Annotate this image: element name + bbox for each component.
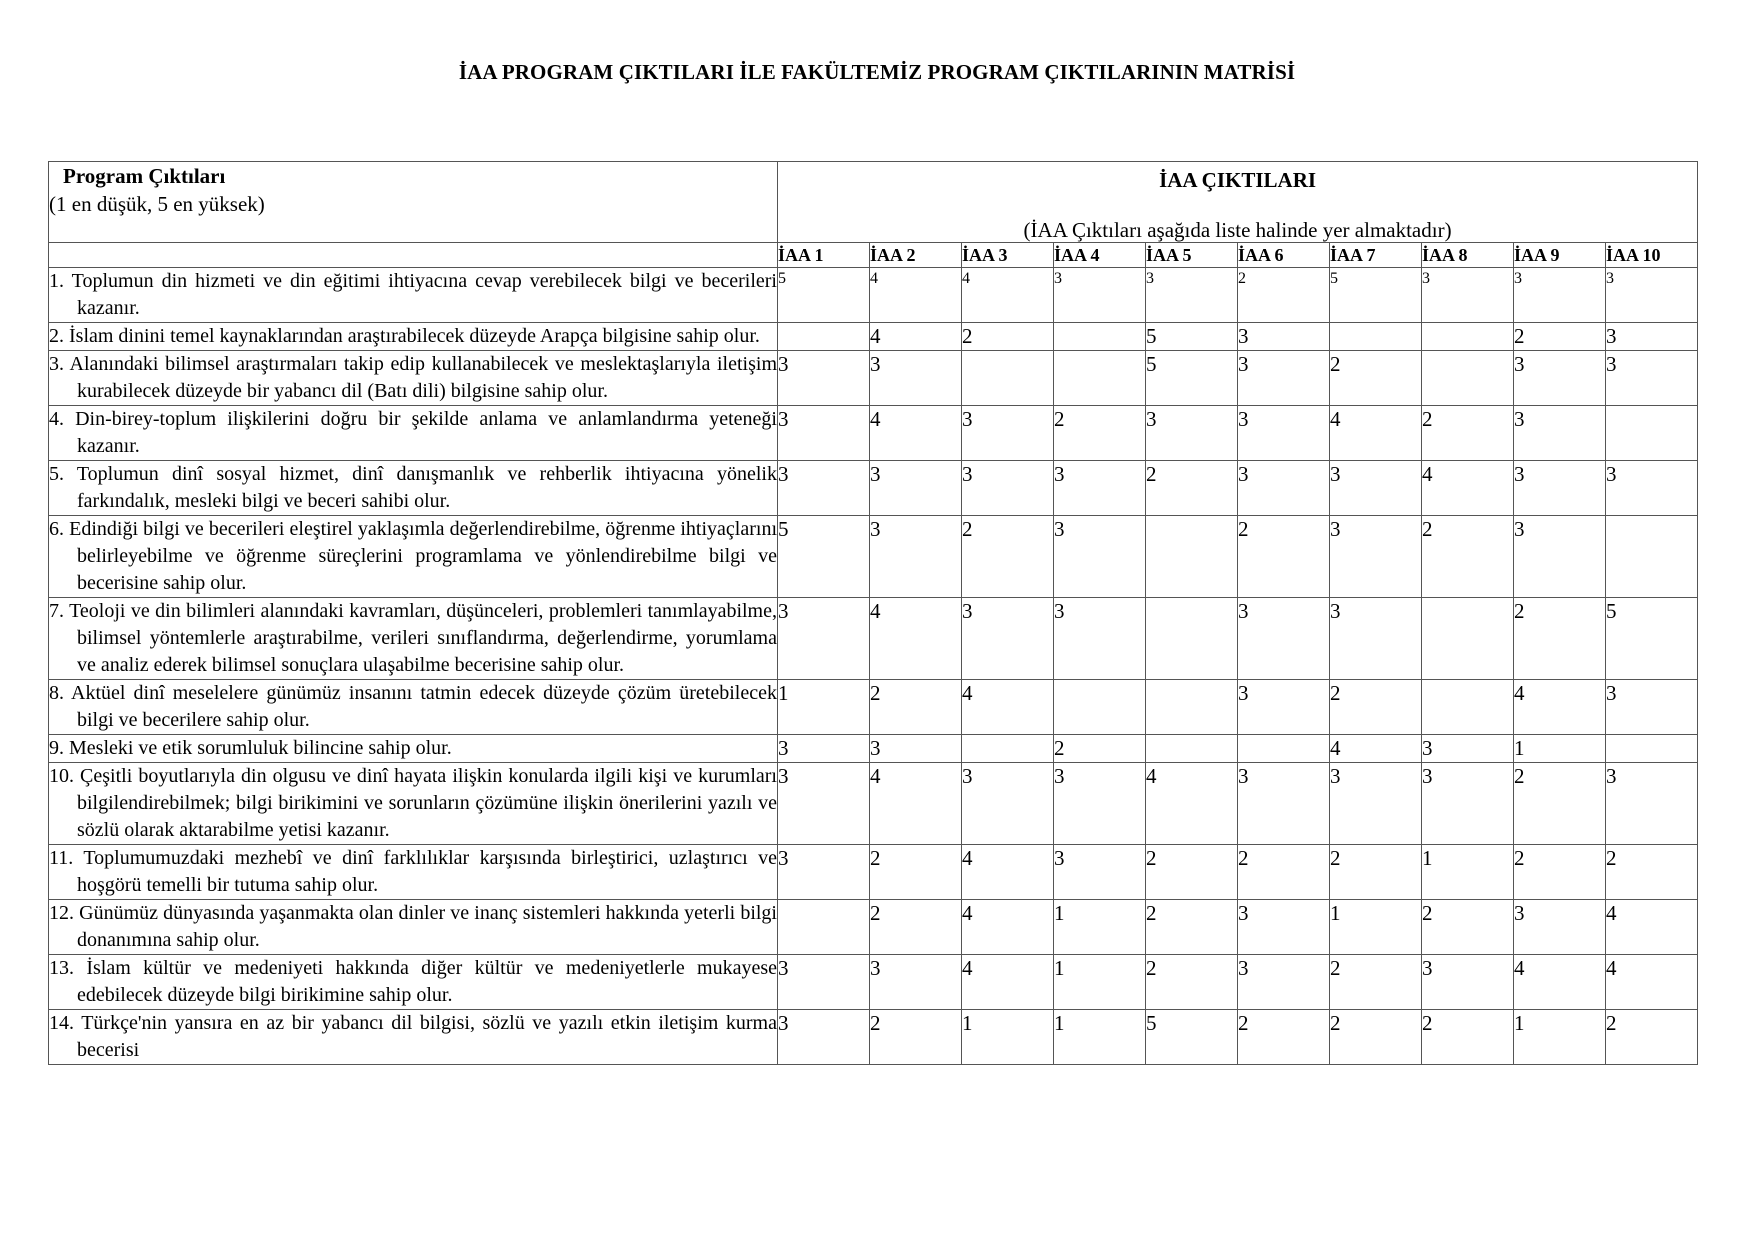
scale-note: (1 en düşük, 5 en yüksek) — [49, 192, 265, 216]
score-cell-iaa-4 — [1054, 680, 1146, 735]
program-outcome-text — [49, 1010, 778, 1065]
table-row — [49, 461, 1698, 516]
score-cell-iaa-9: 4 — [1514, 955, 1606, 1010]
outcome-label: 6. Edindiği bilgi ve becerileri eleştirel yaklaşımla değerlendirebilme, öğrenme ihtiyaçlarını belirleyebilme ve öğrenme süreçlerini programlama ve yönlendirebilme bilgi ve becerisine sahip olur. — [49, 518, 777, 594]
score-cell-iaa-8 — [1422, 351, 1514, 406]
score-cell-iaa-3: 4 — [962, 900, 1054, 955]
score-cell-iaa-7: 4 — [1330, 406, 1422, 461]
table-row — [49, 323, 1698, 351]
score-cell-iaa-5: 3 — [1146, 268, 1238, 323]
score-cell-iaa-8: 4 — [1422, 461, 1514, 516]
score-cell-iaa-7: 2 — [1330, 955, 1422, 1010]
score-cell-iaa-4: 1 — [1054, 900, 1146, 955]
score-cell-iaa-10: 3 — [1606, 680, 1698, 735]
score-cell-iaa-1: 5 — [778, 516, 870, 598]
score-cell-iaa-10: 3 — [1606, 323, 1698, 351]
score-cell-iaa-2: 3 — [870, 351, 962, 406]
score-cell-iaa-6: 2 — [1238, 268, 1330, 323]
score-cell-iaa-1: 3 — [778, 763, 870, 845]
score-cell-iaa-10: 3 — [1606, 268, 1698, 323]
score-cell-iaa-9: 1 — [1514, 735, 1606, 763]
program-outcomes-label: Program Çıktıları — [63, 164, 226, 188]
score-cell-iaa-4: 1 — [1054, 955, 1146, 1010]
score-cell-iaa-2: 4 — [870, 763, 962, 845]
score-cell-iaa-9: 3 — [1514, 268, 1606, 323]
score-cell-iaa-5: 2 — [1146, 461, 1238, 516]
score-cell-iaa-7: 2 — [1330, 680, 1422, 735]
program-outcomes-header — [49, 162, 778, 243]
score-cell-iaa-1: 3 — [778, 351, 870, 406]
score-cell-iaa-4: 1 — [1054, 1010, 1146, 1065]
score-cell-iaa-10 — [1606, 516, 1698, 598]
column-header-iaa-10: İAA 10 — [1606, 243, 1698, 268]
score-cell-iaa-6: 3 — [1238, 763, 1330, 845]
score-cell-iaa-7: 4 — [1330, 735, 1422, 763]
outcome-label: 8. Aktüel dinî meselelere günümüz insanını tatmin edecek düzeyde çözüm üretebilecek bilgi ve becerilere sahip olur. — [49, 682, 777, 731]
score-cell-iaa-1 — [778, 900, 870, 955]
score-cell-iaa-10: 5 — [1606, 598, 1698, 680]
score-cell-iaa-10: 3 — [1606, 763, 1698, 845]
score-cell-iaa-5: 5 — [1146, 1010, 1238, 1065]
score-cell-iaa-7: 2 — [1330, 845, 1422, 900]
score-cell-iaa-4: 3 — [1054, 461, 1146, 516]
column-header-iaa-7: İAA 7 — [1330, 243, 1422, 268]
score-cell-iaa-5 — [1146, 735, 1238, 763]
outcome-label: 14. Türkçe'nin yansıra en az bir yabancı dil bilgisi, sözlü ve yazılı etkin iletişim kurma becerisi — [49, 1012, 777, 1061]
score-cell-iaa-1: 3 — [778, 406, 870, 461]
score-cell-iaa-9: 2 — [1514, 598, 1606, 680]
score-cell-iaa-4: 3 — [1054, 763, 1146, 845]
score-cell-iaa-6: 3 — [1238, 351, 1330, 406]
score-cell-iaa-4 — [1054, 351, 1146, 406]
score-cell-iaa-9: 2 — [1514, 323, 1606, 351]
score-cell-iaa-4: 2 — [1054, 735, 1146, 763]
program-outcome-text — [49, 268, 778, 323]
program-outcome-text — [49, 735, 778, 763]
score-cell-iaa-6: 2 — [1238, 1010, 1330, 1065]
score-cell-iaa-3: 4 — [962, 845, 1054, 900]
column-header-iaa-2: İAA 2 — [870, 243, 962, 268]
score-cell-iaa-3: 2 — [962, 516, 1054, 598]
outcomes-matrix-table — [48, 161, 1698, 1065]
score-cell-iaa-3: 3 — [962, 598, 1054, 680]
program-outcome-text — [49, 323, 778, 351]
score-cell-iaa-3: 4 — [962, 680, 1054, 735]
table-row — [49, 735, 1698, 763]
score-cell-iaa-1: 3 — [778, 461, 870, 516]
score-cell-iaa-5: 4 — [1146, 763, 1238, 845]
score-cell-iaa-1 — [778, 323, 870, 351]
score-cell-iaa-6: 3 — [1238, 955, 1330, 1010]
table-row — [49, 268, 1698, 323]
score-cell-iaa-5 — [1146, 598, 1238, 680]
outcome-label: 3. Alanındaki bilimsel araştırmaları takip edip kullanabilecek ve meslektaşlarıyla iletişim kurabilecek düzeyde bir yabancı dil (Batı dili) bilgisine sahip olur. — [49, 353, 777, 402]
score-cell-iaa-1: 3 — [778, 598, 870, 680]
score-cell-iaa-2: 2 — [870, 900, 962, 955]
score-cell-iaa-3: 1 — [962, 1010, 1054, 1065]
outcome-label: 9. Mesleki ve etik sorumluluk bilincine sahip olur. — [49, 737, 452, 759]
score-cell-iaa-8: 3 — [1422, 735, 1514, 763]
score-cell-iaa-9: 3 — [1514, 900, 1606, 955]
score-cell-iaa-7: 5 — [1330, 268, 1422, 323]
score-cell-iaa-2: 3 — [870, 516, 962, 598]
iaa-outcomes-note: (İAA Çıktıları aşağıda liste halinde yer almaktadır) — [1023, 218, 1452, 242]
score-cell-iaa-3 — [962, 351, 1054, 406]
score-cell-iaa-2: 4 — [870, 268, 962, 323]
program-outcome-text — [49, 845, 778, 900]
program-outcome-text — [49, 516, 778, 598]
score-cell-iaa-2: 2 — [870, 1010, 962, 1065]
score-cell-iaa-7: 3 — [1330, 598, 1422, 680]
score-cell-iaa-10 — [1606, 406, 1698, 461]
score-cell-iaa-9: 1 — [1514, 1010, 1606, 1065]
outcome-label: 1. Toplumun din hizmeti ve din eğitimi ihtiyacına cevap verebilecek bilgi ve becerileri kazanır. — [49, 270, 777, 319]
score-cell-iaa-10: 4 — [1606, 900, 1698, 955]
program-outcome-text — [49, 598, 778, 680]
table-row — [49, 845, 1698, 900]
score-cell-iaa-8: 2 — [1422, 406, 1514, 461]
score-cell-iaa-5: 5 — [1146, 323, 1238, 351]
table-row — [49, 955, 1698, 1010]
score-cell-iaa-9: 3 — [1514, 516, 1606, 598]
score-cell-iaa-3: 4 — [962, 268, 1054, 323]
score-cell-iaa-4: 3 — [1054, 516, 1146, 598]
score-cell-iaa-3: 4 — [962, 955, 1054, 1010]
score-cell-iaa-6: 3 — [1238, 900, 1330, 955]
score-cell-iaa-5 — [1146, 680, 1238, 735]
score-cell-iaa-10: 4 — [1606, 955, 1698, 1010]
score-cell-iaa-9: 3 — [1514, 406, 1606, 461]
score-cell-iaa-5: 5 — [1146, 351, 1238, 406]
score-cell-iaa-5: 2 — [1146, 900, 1238, 955]
score-cell-iaa-5: 2 — [1146, 845, 1238, 900]
score-cell-iaa-10: 3 — [1606, 351, 1698, 406]
score-cell-iaa-5: 3 — [1146, 406, 1238, 461]
score-cell-iaa-8: 3 — [1422, 268, 1514, 323]
iaa-outcomes-label: İAA ÇIKTILARI — [1159, 168, 1317, 192]
score-cell-iaa-10: 2 — [1606, 1010, 1698, 1065]
table-row — [49, 351, 1698, 406]
column-header-iaa-1: İAA 1 — [778, 243, 870, 268]
outcome-label: 2. İslam dinini temel kaynaklarından araştırabilecek düzeyde Arapça bilgisine sahip olur. — [49, 325, 760, 347]
empty-header-cell — [49, 243, 778, 268]
score-cell-iaa-1: 1 — [778, 680, 870, 735]
score-cell-iaa-2: 4 — [870, 406, 962, 461]
score-cell-iaa-4: 3 — [1054, 845, 1146, 900]
score-cell-iaa-3 — [962, 735, 1054, 763]
outcome-label: 12. Günümüz dünyasında yaşanmakta olan dinler ve inanç sistemleri hakkında yeterli bilgi donanımına sahip olur. — [49, 902, 777, 951]
score-cell-iaa-4: 2 — [1054, 406, 1146, 461]
score-cell-iaa-7: 3 — [1330, 461, 1422, 516]
score-cell-iaa-1: 3 — [778, 955, 870, 1010]
score-cell-iaa-10: 2 — [1606, 845, 1698, 900]
outcome-label: 5. Toplumun dinî sosyal hizmet, dinî danışmanlık ve rehberlik ihtiyacına yönelik farkındalık, mesleki bilgi ve beceri sahibi olur. — [49, 463, 777, 512]
score-cell-iaa-3: 3 — [962, 406, 1054, 461]
program-outcome-text — [49, 406, 778, 461]
score-cell-iaa-3: 3 — [962, 461, 1054, 516]
score-cell-iaa-3: 3 — [962, 763, 1054, 845]
score-cell-iaa-2: 3 — [870, 735, 962, 763]
table-row — [49, 516, 1698, 598]
score-cell-iaa-8: 2 — [1422, 1010, 1514, 1065]
score-cell-iaa-2: 3 — [870, 461, 962, 516]
score-cell-iaa-6: 3 — [1238, 461, 1330, 516]
score-cell-iaa-8: 2 — [1422, 516, 1514, 598]
score-cell-iaa-5 — [1146, 516, 1238, 598]
program-outcome-text — [49, 955, 778, 1010]
score-cell-iaa-8: 3 — [1422, 955, 1514, 1010]
outcome-label: 10. Çeşitli boyutlarıyla din olgusu ve dinî hayata ilişkin konularda ilgili kişi ve kurumları bilgilendirebilmek; bilgi birikimini ve sorunların çözümüne ilişkin önerilerini yazılı ve sözlü olarak aktarabilme yetisi kazanır. — [49, 765, 777, 841]
program-outcome-text — [49, 680, 778, 735]
score-cell-iaa-6: 3 — [1238, 598, 1330, 680]
score-cell-iaa-1: 3 — [778, 1010, 870, 1065]
score-cell-iaa-9: 4 — [1514, 680, 1606, 735]
header-row — [49, 162, 1698, 243]
outcome-label: 7. Teoloji ve din bilimleri alanındaki kavramları, düşünceleri, problemleri tanımlayabilme, bilimsel yöntemlerle araştırabilme, verileri sınıflandırma, değerlendirme, yorumlama ve analiz ederek bilimsel sonuçlara ulaşabilme becerisine sahip olur. — [49, 600, 777, 676]
score-cell-iaa-7: 2 — [1330, 1010, 1422, 1065]
score-cell-iaa-4 — [1054, 323, 1146, 351]
score-cell-iaa-6: 3 — [1238, 406, 1330, 461]
column-header-iaa-9: İAA 9 — [1514, 243, 1606, 268]
program-outcome-text — [49, 351, 778, 406]
score-cell-iaa-4: 3 — [1054, 268, 1146, 323]
score-cell-iaa-1: 5 — [778, 268, 870, 323]
score-cell-iaa-1: 3 — [778, 735, 870, 763]
table-row — [49, 763, 1698, 845]
table-row — [49, 598, 1698, 680]
document-title: İAA PROGRAM ÇIKTILARI İLE FAKÜLTEMİZ PROGRAM ÇIKTILARININ MATRİSİ — [458, 60, 1296, 84]
outcome-label: 13. İslam kültür ve medeniyeti hakkında diğer kültür ve medeniyetlerle mukayese edebilecek düzeyde bilgi birikimine sahip olur. — [49, 957, 777, 1006]
table-row — [49, 1010, 1698, 1065]
score-cell-iaa-8: 3 — [1422, 763, 1514, 845]
score-cell-iaa-6: 2 — [1238, 845, 1330, 900]
score-cell-iaa-2: 4 — [870, 323, 962, 351]
outcome-label: 11. Toplumumuzdaki mezhebî ve dinî farklılıklar karşısında birleştirici, uzlaştırıcı ve hoşgörü temelli bir tutuma sahip olur. — [49, 847, 777, 896]
score-cell-iaa-9: 3 — [1514, 461, 1606, 516]
column-header-iaa-8: İAA 8 — [1422, 243, 1514, 268]
column-header-row — [49, 243, 1698, 268]
score-cell-iaa-2: 4 — [870, 598, 962, 680]
score-cell-iaa-5: 2 — [1146, 955, 1238, 1010]
score-cell-iaa-7 — [1330, 323, 1422, 351]
score-cell-iaa-3: 2 — [962, 323, 1054, 351]
score-cell-iaa-1: 3 — [778, 845, 870, 900]
program-outcome-text — [49, 900, 778, 955]
score-cell-iaa-8: 1 — [1422, 845, 1514, 900]
score-cell-iaa-9: 2 — [1514, 845, 1606, 900]
score-cell-iaa-10: 3 — [1606, 461, 1698, 516]
score-cell-iaa-8 — [1422, 598, 1514, 680]
iaa-outcomes-header — [778, 162, 1698, 243]
score-cell-iaa-9: 3 — [1514, 351, 1606, 406]
score-cell-iaa-7: 3 — [1330, 516, 1422, 598]
score-cell-iaa-10 — [1606, 735, 1698, 763]
score-cell-iaa-7: 1 — [1330, 900, 1422, 955]
score-cell-iaa-9: 2 — [1514, 763, 1606, 845]
score-cell-iaa-7: 2 — [1330, 351, 1422, 406]
column-header-iaa-3: İAA 3 — [962, 243, 1054, 268]
score-cell-iaa-6: 3 — [1238, 323, 1330, 351]
score-cell-iaa-2: 2 — [870, 845, 962, 900]
score-cell-iaa-7: 3 — [1330, 763, 1422, 845]
outcome-label: 4. Din-birey-toplum ilişkilerini doğru bir şekilde anlama ve anlamlandırma yeteneği kazanır. — [49, 408, 777, 457]
column-header-iaa-5: İAA 5 — [1146, 243, 1238, 268]
program-outcome-text — [49, 461, 778, 516]
column-header-iaa-4: İAA 4 — [1054, 243, 1146, 268]
score-cell-iaa-6: 2 — [1238, 516, 1330, 598]
table-row — [49, 900, 1698, 955]
table-row — [49, 406, 1698, 461]
table-row — [49, 680, 1698, 735]
program-outcome-text — [49, 763, 778, 845]
score-cell-iaa-4: 3 — [1054, 598, 1146, 680]
score-cell-iaa-8: 2 — [1422, 900, 1514, 955]
score-cell-iaa-2: 2 — [870, 680, 962, 735]
score-cell-iaa-6: 3 — [1238, 680, 1330, 735]
column-header-iaa-6: İAA 6 — [1238, 243, 1330, 268]
score-cell-iaa-6 — [1238, 735, 1330, 763]
score-cell-iaa-2: 3 — [870, 955, 962, 1010]
score-cell-iaa-8 — [1422, 323, 1514, 351]
score-cell-iaa-8 — [1422, 680, 1514, 735]
